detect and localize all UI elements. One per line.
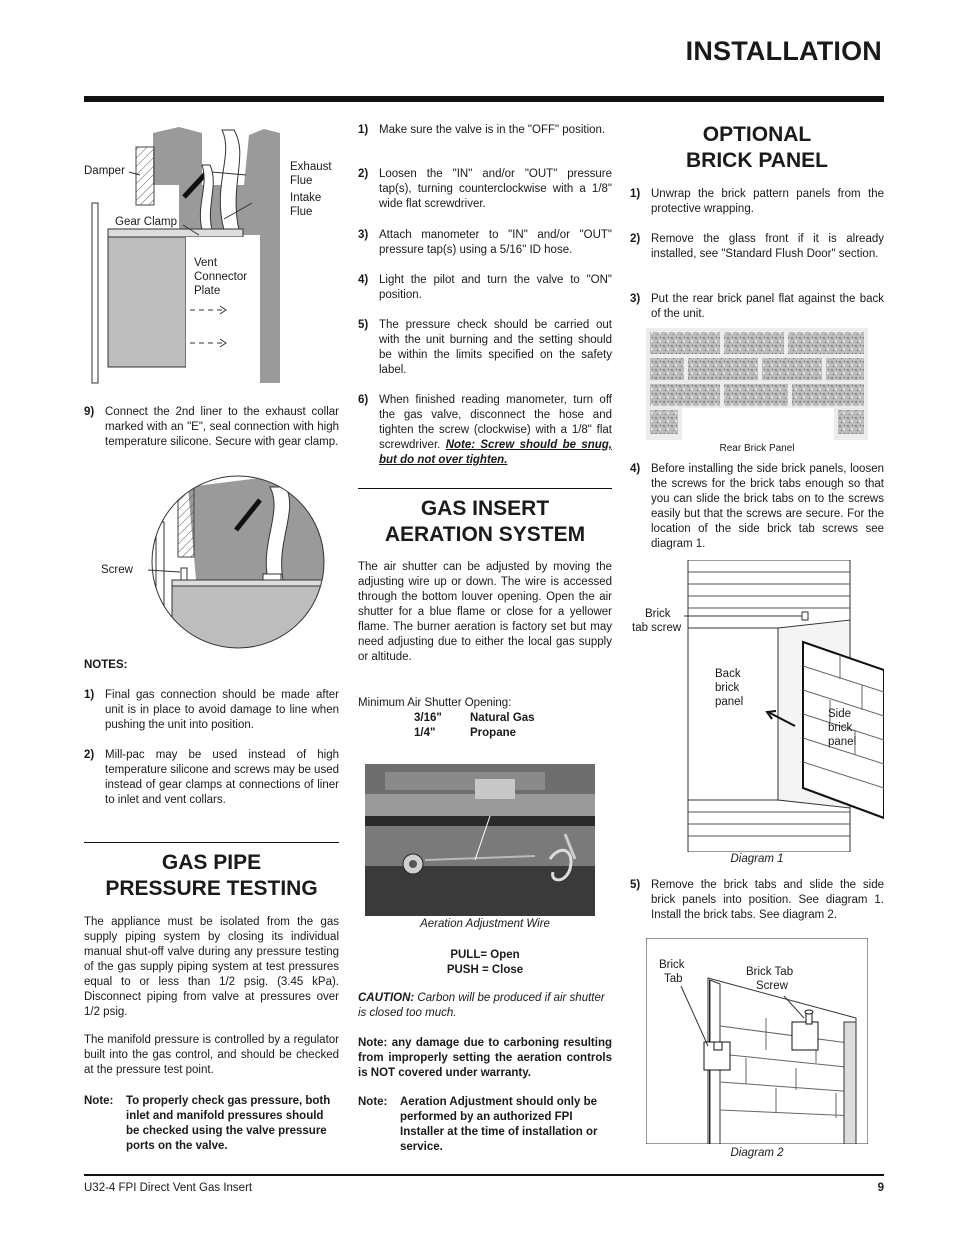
brick-step-5 bbox=[630, 878, 884, 923]
step-text: Attach manometer to "IN" and/or "OUT" pressure tap(s) using a 5/16" ID hose. bbox=[379, 229, 612, 256]
note-text: Final gas connection should be made after unit is in place to avoid damage to line when pushing the unit into position. bbox=[105, 689, 339, 731]
step-text: Unwrap the brick pattern panels from the protective wrapping. bbox=[651, 188, 884, 215]
diagram2-screw-label: Screw bbox=[756, 980, 788, 992]
pressure-step-3 bbox=[358, 228, 612, 258]
step-6-note: Note: Screw should be snug, but do not over tighten. bbox=[379, 439, 612, 466]
gear-clamp-label: Gear Clamp bbox=[115, 216, 177, 228]
diagram-1 bbox=[630, 560, 884, 852]
aeration-wire-photo bbox=[365, 764, 595, 916]
min-opening-label: Minimum Air Shutter Opening: bbox=[358, 697, 512, 709]
brick-step-1 bbox=[630, 187, 884, 217]
note-text: Aeration Adjustment should only be performed by an authorized FPI Installer at the time of installation or service. bbox=[400, 1096, 598, 1153]
note-label: Note: bbox=[84, 1095, 114, 1107]
rear-brick-caption: Rear Brick Panel bbox=[719, 443, 795, 454]
note-number: 2) bbox=[84, 749, 95, 761]
step-9 bbox=[84, 405, 339, 450]
opening-size-1: 3/16" bbox=[414, 712, 442, 724]
pressure-step-2 bbox=[358, 167, 612, 212]
opening-gas-1: Natural Gas bbox=[470, 712, 535, 724]
heading-line-1: OPTIONAL bbox=[702, 123, 812, 146]
diagram2-brick-label: Brick bbox=[659, 959, 685, 971]
diagram2-tab-label: Tab bbox=[664, 973, 683, 985]
note-1 bbox=[84, 688, 339, 733]
step-text bbox=[379, 393, 612, 468]
step-text: Before installing the side brick panels, loosen the screws for the brick tabs enough so that you can slide the brick tabs on to the screws easily but that the screws are secure. For the location of the side brick tab screws see diagram 1. bbox=[651, 463, 884, 550]
screw-label: Screw bbox=[101, 564, 133, 576]
diagram1-back-label-1: Back bbox=[715, 668, 741, 680]
page-number: 9 bbox=[877, 1182, 884, 1194]
vent-label-2: Connector bbox=[194, 271, 248, 283]
caution-text bbox=[358, 991, 612, 1021]
brick-step-3 bbox=[630, 292, 884, 322]
note-number: 1) bbox=[84, 689, 95, 701]
photo-caption: Aeration Adjustment Wire bbox=[420, 918, 550, 930]
caution-label: CAUTION: bbox=[358, 992, 415, 1004]
step-number: 4) bbox=[358, 274, 369, 286]
step-number: 5) bbox=[630, 879, 641, 891]
header-rule bbox=[84, 96, 884, 102]
brick-panel-heading bbox=[630, 122, 884, 174]
note-text: To properly check gas pressure, both inlet and manifold pressures should be checked using the valve pressure ports on the valve. bbox=[126, 1095, 331, 1152]
heading-line-1: GAS INSERT bbox=[420, 497, 550, 520]
step-number: 4) bbox=[630, 463, 641, 475]
diagram1-back-label-2: brick bbox=[715, 682, 740, 694]
diagram2-brick-tab-label: Brick Tab bbox=[746, 966, 794, 978]
footer-rule bbox=[84, 1174, 884, 1176]
diagram1-side-label-3: panel bbox=[828, 736, 857, 748]
intake-label-2: Flue bbox=[290, 206, 313, 218]
push-label: PUSH = Close bbox=[446, 964, 524, 976]
diagram1-back-label-3: panel bbox=[715, 696, 744, 708]
gas-pipe-para-1: The appliance must be isolated from the gas supply piping system by closing its individual manual shut-off valve during any pressure testing of the gas supply piping system at test pressures equal to or less than 1/2 psig. (3.45 kPa). Disconnect piping from valve at pressures over 1/2 psig. bbox=[84, 916, 339, 1018]
step-number: 1) bbox=[630, 188, 641, 200]
step-text: Connect the 2nd liner to the exhaust collar marked with an "E", seal connection with high temperature silicone. Secure with gear clamp. bbox=[105, 406, 339, 448]
exhaust-label-2: Flue bbox=[290, 175, 313, 187]
section-divider bbox=[84, 842, 339, 843]
diagram1-side-label-1: Side bbox=[828, 708, 852, 720]
note-2 bbox=[84, 748, 339, 808]
step-number: 9) bbox=[84, 406, 95, 418]
screw-detail-figure bbox=[148, 472, 328, 652]
heading-line-1: GAS PIPE bbox=[161, 851, 262, 874]
damper-label: Damper bbox=[84, 165, 125, 177]
exhaust-label: Exhaust bbox=[290, 161, 332, 173]
note-label: Note: bbox=[358, 1096, 388, 1108]
pressure-note bbox=[84, 1094, 339, 1154]
caution-body: Carbon will be produced if air shutter is closed too much. bbox=[358, 992, 605, 1019]
diagram1-tab-screw-label: tab screw bbox=[632, 622, 682, 634]
opening-size-2: 1/4" bbox=[414, 727, 436, 739]
heading-line-2: AERATION SYSTEM bbox=[384, 523, 586, 546]
vent-label-1: Vent bbox=[194, 257, 218, 269]
page-title: INSTALLATION bbox=[685, 36, 882, 66]
step-text: Remove the glass front if it is already installed, see "Standard Flush Door" section. bbox=[651, 233, 884, 260]
rear-brick-panel-image bbox=[646, 328, 868, 440]
step-number: 1) bbox=[358, 124, 369, 136]
gas-pipe-heading bbox=[84, 850, 339, 902]
intake-label: Intake bbox=[290, 192, 322, 204]
heading-line-2: BRICK PANEL bbox=[686, 149, 828, 172]
step-text: Make sure the valve is in the "OFF" position. bbox=[379, 124, 606, 136]
step-text: Remove the brick tabs and slide the side brick panels into position. See diagram 1. Install the brick tabs. See diagram 2. bbox=[651, 879, 884, 921]
pressure-step-6 bbox=[358, 393, 612, 468]
notes-title: NOTES: bbox=[84, 659, 128, 671]
gas-pipe-para-2: The manifold pressure is controlled by a regulator built into the gas control, and should be checked at the pressure test point. bbox=[84, 1034, 339, 1076]
diagram2-caption: Diagram 2 bbox=[730, 1147, 784, 1159]
step-number: 2) bbox=[358, 168, 369, 180]
heading-line-2: PRESSURE TESTING bbox=[105, 877, 318, 900]
step-number: 6) bbox=[358, 394, 369, 406]
step-text: Light the pilot and turn the valve to "ON" position. bbox=[379, 274, 612, 301]
brick-step-2 bbox=[630, 232, 884, 262]
vent-label-3: Plate bbox=[194, 285, 221, 297]
step-text: Loosen the "IN" and/or "OUT" pressure tap(s), turning counterclockwise with a 1/8" wide flat screwdriver. bbox=[379, 168, 612, 210]
note-text: Mill-pac may be used instead of high temperature silicone and screws may be used instead of gear clamps at connections of liner to inlet and vent collars. bbox=[105, 749, 339, 806]
pressure-step-5 bbox=[358, 318, 612, 378]
step-text: Put the rear brick panel flat against the back of the unit. bbox=[651, 293, 884, 320]
pull-label: PULL= Open bbox=[450, 949, 520, 961]
diagram1-caption: Diagram 1 bbox=[730, 853, 784, 865]
diagram1-brick-label: Brick bbox=[645, 608, 671, 620]
step-text: The pressure check should be carried out with the unit burning and the setting should be within the limits specified on the safety label. bbox=[379, 319, 612, 376]
aeration-para: The air shutter can be adjusted by moving the adjusting wire up or down. The wire is accessed through the bottom louver opening. Open the air shutter for a blue flame or close for a yellower flame. The burner aeration is factory set but may need adjusting due to either the local gas supply or altitude. bbox=[358, 561, 612, 663]
section-divider bbox=[358, 488, 612, 489]
diagram1-side-label-2: brick bbox=[828, 722, 853, 734]
pressure-step-4 bbox=[358, 273, 612, 303]
footer-doc-title: U32-4 FPI Direct Vent Gas Insert bbox=[84, 1182, 253, 1194]
step-6-text: When finished reading manometer, turn off the gas valve, disconnect the hose and tighten the screw (clockwise) with a 1/8" flat screwdriver. bbox=[379, 394, 612, 451]
brick-step-4 bbox=[630, 462, 884, 552]
step-number: 5) bbox=[358, 319, 369, 331]
opening-gas-2: Propane bbox=[470, 727, 517, 739]
step-number: 3) bbox=[630, 293, 641, 305]
pressure-step-1 bbox=[358, 123, 612, 138]
step-number: 3) bbox=[358, 229, 369, 241]
installer-note bbox=[358, 1095, 612, 1155]
step-number: 2) bbox=[630, 233, 641, 245]
damage-note: Note: any damage due to carboning resulting from improperly setting the aeration controls is NOT covered under warranty. bbox=[358, 1037, 612, 1079]
aeration-heading bbox=[358, 496, 612, 548]
